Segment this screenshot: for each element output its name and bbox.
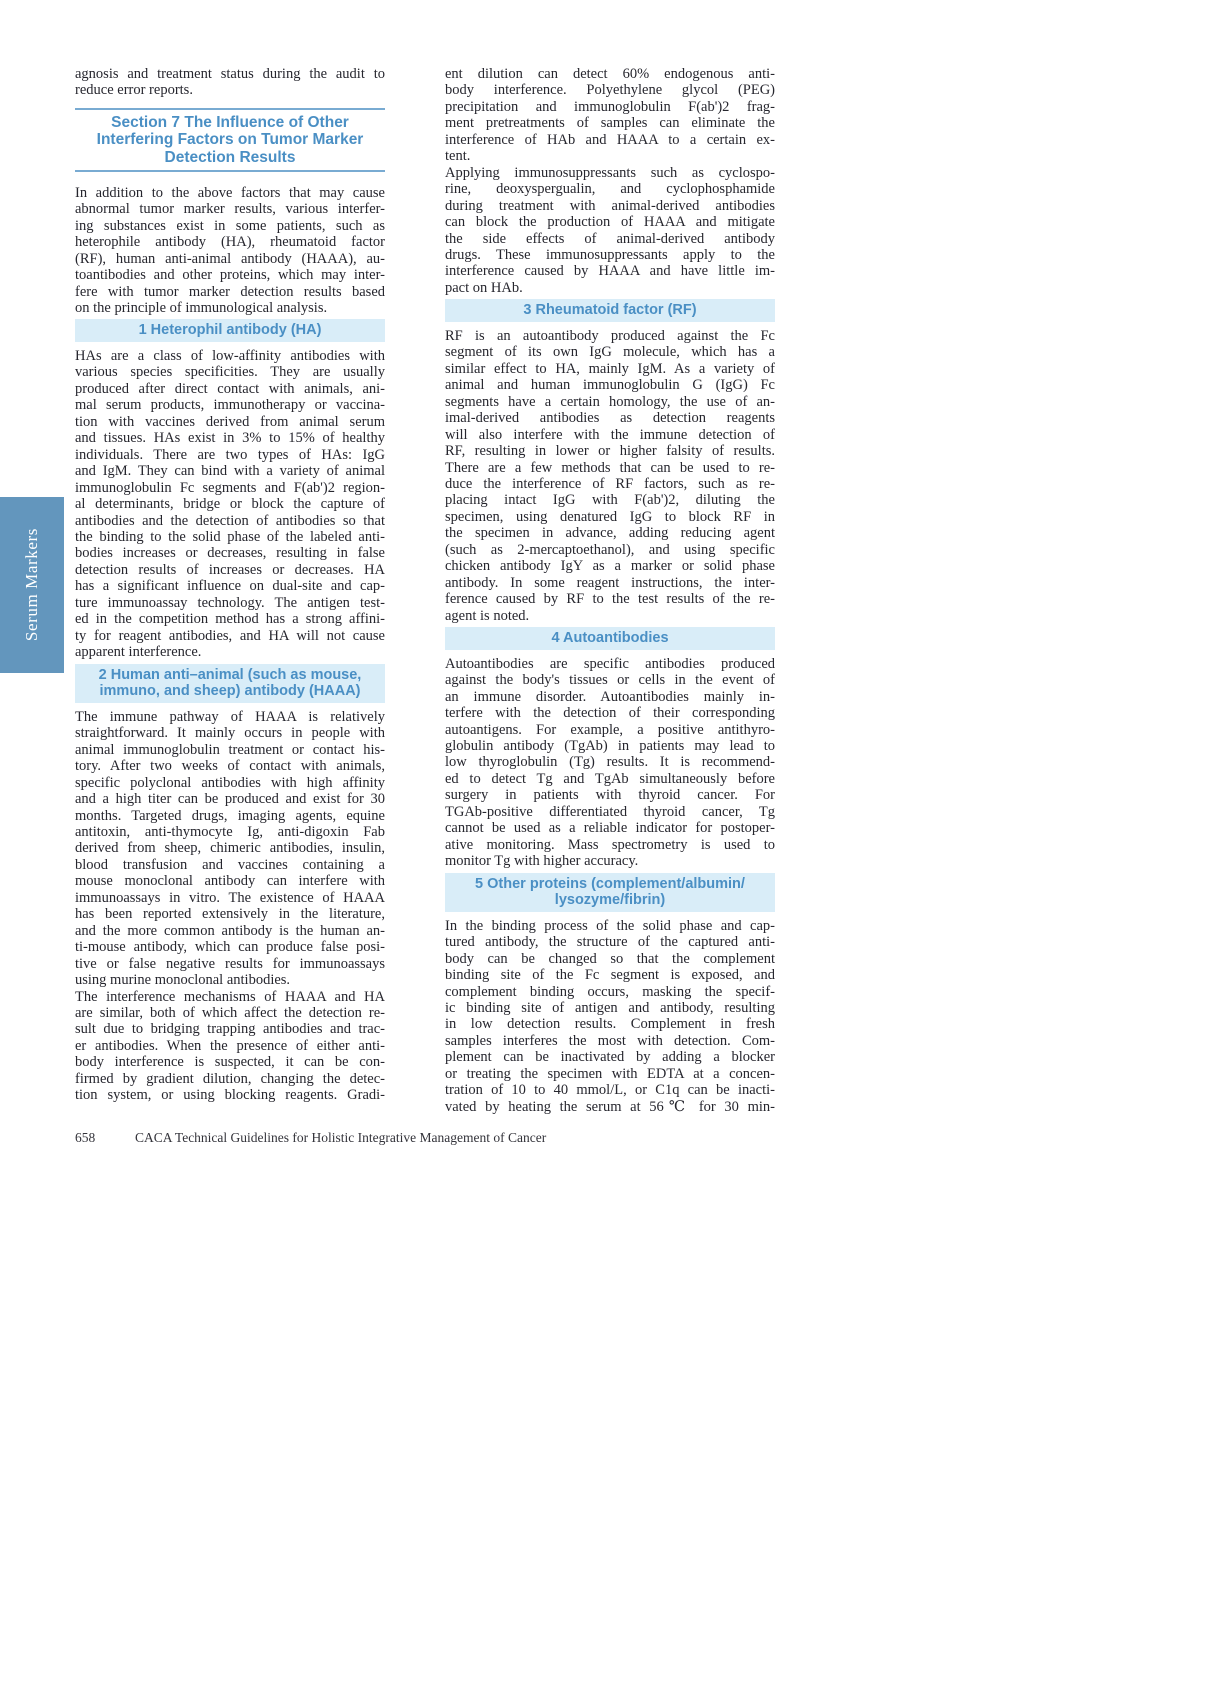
chapter-sidebar-label: Serum Markers bbox=[22, 528, 41, 642]
text-line: RF, resulting in lower or higher falsity of results. bbox=[445, 443, 775, 460]
text-line: animal immunoglobulin treatment or contact his- bbox=[75, 741, 385, 758]
text-line: surgery in patients with thyroid cancer. For bbox=[445, 787, 775, 804]
text-line: the binding to the solid phase of the labeled anti- bbox=[75, 529, 385, 545]
text-line: tory. After two weeks of contact with animals, bbox=[75, 758, 385, 775]
text-line: body interference is suspected, it can be con- bbox=[75, 1054, 385, 1071]
text-line: There are a few methods that can be used to re- bbox=[445, 459, 775, 476]
text-line: toantibodies and other proteins, which may inter- bbox=[75, 267, 385, 284]
text-line: autoantigens. For example, a positive antithyro- bbox=[445, 721, 775, 738]
text-line: and tissues. HAs exist in 3% to 15% of healthy bbox=[75, 430, 385, 447]
paragraph bbox=[75, 709, 385, 989]
text-line: imal-derived antibodies as detection reagents bbox=[445, 410, 775, 427]
text-line: fere with tumor marker detection results based bbox=[75, 283, 385, 300]
header-line: 3 Rheumatoid factor (RF) bbox=[523, 302, 697, 319]
text-line: ed in the competition method has a strong affini- bbox=[75, 611, 385, 628]
text-line: segments have a certain homology, the use of an- bbox=[445, 393, 775, 410]
subsection-header bbox=[75, 664, 385, 703]
text-line: terfere with the detection of their corresponding bbox=[445, 705, 775, 722]
text-line: produced after direct contact with animals, ani- bbox=[75, 380, 385, 397]
text-line: immunoglobulin Fc segments and F(ab')2 region- bbox=[75, 479, 385, 496]
text-line: In addition to the above factors that may cause bbox=[75, 184, 385, 201]
text-line: tion system, or using blocking reagents. Gradi- bbox=[75, 1087, 385, 1104]
header-line: 1 Heterophil antibody (HA) bbox=[138, 322, 322, 339]
page-footer bbox=[75, 1130, 775, 1146]
text-line: er antibodies. When the presence of either anti- bbox=[75, 1037, 385, 1054]
text-line: tured antibody, the structure of the captured anti- bbox=[445, 934, 775, 951]
text-line: various species specificities. They are usually bbox=[75, 364, 385, 381]
text-line: ic binding site of antigen and antibody, resulting bbox=[445, 1000, 775, 1017]
header-line: 5 Other proteins (complement/albumin/ bbox=[475, 875, 745, 892]
right-column bbox=[445, 66, 775, 1115]
text-line: the specimen in advance, adding reducing agent bbox=[445, 525, 775, 542]
header-line: 2 Human anti–animal (such as mouse, bbox=[98, 666, 362, 683]
text-line: interference caused by HAAA and have little im- bbox=[445, 263, 775, 280]
paragraph bbox=[75, 66, 385, 99]
text-line: and IgM. They can bind with a variety of animal bbox=[75, 463, 385, 480]
text-line: Applying immunosuppressants such as cyclospo- bbox=[445, 164, 775, 181]
text-line: similar effect to HA, mainly IgM. As a variety of bbox=[445, 360, 775, 377]
text-line: during treatment with animal-derived antibodies bbox=[445, 197, 775, 214]
text-line: binding site of the Fc segment is exposed, and bbox=[445, 967, 775, 984]
text-line: are similar, both of which affect the detection re- bbox=[75, 1004, 385, 1021]
text-line: body can be changed so that the complement bbox=[445, 950, 775, 967]
paragraph bbox=[75, 185, 385, 317]
text-line: Autoantibodies are specific antibodies produced bbox=[445, 655, 775, 672]
text-line: (RF), human anti-animal antibody (HAAA), au- bbox=[75, 250, 385, 267]
text-line: drugs. These immunosuppressants apply to the bbox=[445, 246, 775, 263]
text-line: agent is noted. bbox=[445, 607, 530, 624]
header-line: lysozyme/fibrin) bbox=[554, 892, 666, 909]
text-line: precipitation and immunoglobulin F(ab')2 frag- bbox=[445, 98, 775, 115]
text-line: months. Targeted drugs, imaging agents, equine bbox=[75, 807, 385, 824]
text-line: heterophile antibody (HA), rheumatoid factor bbox=[75, 234, 385, 251]
text-line: using murine monoclonal antibodies. bbox=[75, 972, 291, 989]
text-line: animal and human immunoglobulin G (IgG) Fc bbox=[445, 377, 775, 394]
text-line: tration of 10 to 40 mmol/L, or C1q can be inacti- bbox=[445, 1082, 775, 1099]
subsection-header bbox=[445, 627, 775, 650]
header-line: immuno, and sheep) antibody (HAAA) bbox=[99, 683, 361, 700]
text-line: The interference mechanisms of HAAA and HA bbox=[75, 988, 385, 1005]
text-line: will also interfere with the immune detection of bbox=[445, 426, 775, 443]
header-line: Section 7 The Influence of Other bbox=[111, 113, 349, 131]
text-line: interference of HAb and HAAA to a certain ex- bbox=[445, 131, 775, 148]
subsection-header bbox=[445, 873, 775, 912]
text-line: ed to detect Tg and TgAb simultaneously before bbox=[445, 770, 775, 787]
text-line: and the more common antibody is the human an- bbox=[75, 922, 385, 939]
text-line: duce the interference of RF factors, such as re- bbox=[445, 476, 775, 493]
text-line: rine, deoxyspergualin, and cyclophosphamide bbox=[445, 181, 775, 198]
text-line: samples interferes the most with detection. Com- bbox=[445, 1032, 775, 1049]
text-line: placing intact IgG with F(ab')2, diluting the bbox=[445, 492, 775, 509]
text-line: and a high titer can be produced and exist for 30 bbox=[75, 791, 385, 808]
text-line: monitor Tg with higher accuracy. bbox=[445, 853, 639, 870]
text-line: agnosis and treatment status during the audit to bbox=[75, 66, 385, 82]
text-line: ture immunoassay technology. The antigen test- bbox=[75, 594, 385, 611]
text-line: on the principle of immunological analysis. bbox=[75, 299, 328, 316]
text-line: has been reported extensively in the literature, bbox=[75, 906, 385, 923]
text-line: tent. bbox=[445, 148, 471, 165]
text-line: ing substances exist in some patients, such as bbox=[75, 217, 385, 234]
subsection-header bbox=[75, 319, 385, 342]
text-line: against the body's tissues or cells in the event of bbox=[445, 672, 775, 689]
text-line: plement can be inactivated by adding a blocker bbox=[445, 1049, 775, 1066]
text-line: globulin antibody (TgAb) in patients may lead to bbox=[445, 737, 775, 754]
header-line: Interfering Factors on Tumor Marker bbox=[96, 131, 364, 149]
text-line: in low detection results. Complement in fresh bbox=[445, 1016, 775, 1033]
text-line: cannot be used as a reliable indicator for postoper- bbox=[445, 820, 775, 837]
text-line: antibodies and the detection of antibodies so that bbox=[75, 512, 385, 529]
text-line: (such as 2-mercaptoethanol), and using specific bbox=[445, 541, 775, 558]
text-line: or treating the specimen with EDTA at a concen- bbox=[445, 1065, 775, 1082]
section-header bbox=[75, 108, 385, 172]
text-line: vated by heating the serum at 56℃ for 30 min- bbox=[445, 1098, 775, 1115]
text-line: derived from sheep, chimeric antibodies, insulin, bbox=[75, 840, 385, 857]
paragraph bbox=[445, 165, 775, 297]
text-line: HAs are a class of low-affinity antibodies with bbox=[75, 348, 385, 365]
paragraph bbox=[445, 328, 775, 624]
paragraph bbox=[445, 66, 775, 165]
text-line: segment of its own IgG molecule, which has a bbox=[445, 344, 775, 361]
text-line: apparent interference. bbox=[75, 644, 202, 661]
text-line: ference caused by RF to the test results of the re- bbox=[445, 591, 775, 608]
text-line: specific polyclonal antibodies with high affinity bbox=[75, 774, 385, 791]
text-line: TGAb-positive differentiated thyroid cancer, Tg bbox=[445, 803, 775, 820]
header-line: 4 Autoantibodies bbox=[551, 630, 669, 647]
text-line: mal serum products, immunotherapy or vaccina- bbox=[75, 397, 385, 414]
text-line: complement binding occurs, masking the specif- bbox=[445, 983, 775, 1000]
text-line: detection results of increases or decreases. HA bbox=[75, 561, 385, 578]
text-line: low thyroglobulin (Tg) results. It is recommend- bbox=[445, 754, 775, 771]
text-line: ative monitoring. Mass spectrometry is used to bbox=[445, 836, 775, 853]
paragraph bbox=[75, 348, 385, 661]
text-line: can block the production of HAAA and mitigate bbox=[445, 214, 775, 231]
header-line: Detection Results bbox=[164, 148, 296, 166]
text-line: has a significant influence on dual-site and cap- bbox=[75, 578, 385, 595]
left-column bbox=[75, 66, 385, 1104]
chapter-sidebar-tab bbox=[0, 497, 64, 673]
text-line: body interference. Polyethylene glycol (PEG) bbox=[445, 82, 775, 99]
text-line: ment pretreatments of samples can eliminate the bbox=[445, 115, 775, 132]
text-line: RF is an autoantibody produced against the Fc bbox=[445, 327, 775, 344]
text-line: ti-mouse antibody, which can produce false posi- bbox=[75, 939, 385, 956]
text-line: The immune pathway of HAAA is relatively bbox=[75, 708, 385, 725]
subsection-header bbox=[445, 299, 775, 322]
paragraph bbox=[75, 989, 385, 1104]
text-line: individuals. There are two types of HAs: IgG bbox=[75, 446, 385, 463]
text-line: straightforward. It mainly occurs in people with bbox=[75, 725, 385, 742]
text-line: sult due to bridging trapping antibodies and trac- bbox=[75, 1021, 385, 1038]
page-number: 658 bbox=[75, 1130, 96, 1145]
paragraph bbox=[445, 656, 775, 870]
text-line: antibody. In some reagent instructions, the inter- bbox=[445, 574, 775, 591]
text-line: an immune disorder. Autoantibodies mainly in- bbox=[445, 688, 775, 705]
text-line: tive or false negative results for immunoassays bbox=[75, 955, 385, 972]
text-line: ty for reagent antibodies, and HA will not cause bbox=[75, 627, 385, 644]
text-line: In the binding process of the solid phase and cap- bbox=[445, 917, 775, 934]
text-line: the side effects of animal-derived antibody bbox=[445, 230, 775, 247]
text-line: blood transfusion and vaccines containing a bbox=[75, 856, 385, 873]
text-line: pact on HAb. bbox=[445, 279, 523, 296]
paragraph bbox=[445, 918, 775, 1115]
text-line: ent dilution can detect 60% endogenous anti- bbox=[445, 66, 775, 82]
text-line: tion with vaccines derived from animal serum bbox=[75, 413, 385, 430]
running-book-title: CACA Technical Guidelines for Holistic Integrative Management of Cancer bbox=[135, 1130, 547, 1145]
text-line: al determinants, bridge or block the capture of bbox=[75, 496, 385, 513]
text-line: chicken antibody IgY as a marker or solid phase bbox=[445, 558, 775, 575]
text-line: immunoassays in vitro. The existence of HAAA bbox=[75, 889, 385, 906]
text-line: specimen, using denatured IgG to block RF in bbox=[445, 508, 775, 525]
text-line: abnormal tumor marker results, various interfer- bbox=[75, 201, 385, 218]
text-line: reduce error reports. bbox=[75, 82, 193, 99]
text-line: bodies increases or decreases, resulting in false bbox=[75, 545, 385, 562]
text-line: mouse monoclonal antibody can interfere with bbox=[75, 873, 385, 890]
text-line: firmed by gradient dilution, changing the detec- bbox=[75, 1070, 385, 1087]
text-line: antitoxin, anti-thymocyte Ig, anti-digoxin Fab bbox=[75, 823, 385, 840]
